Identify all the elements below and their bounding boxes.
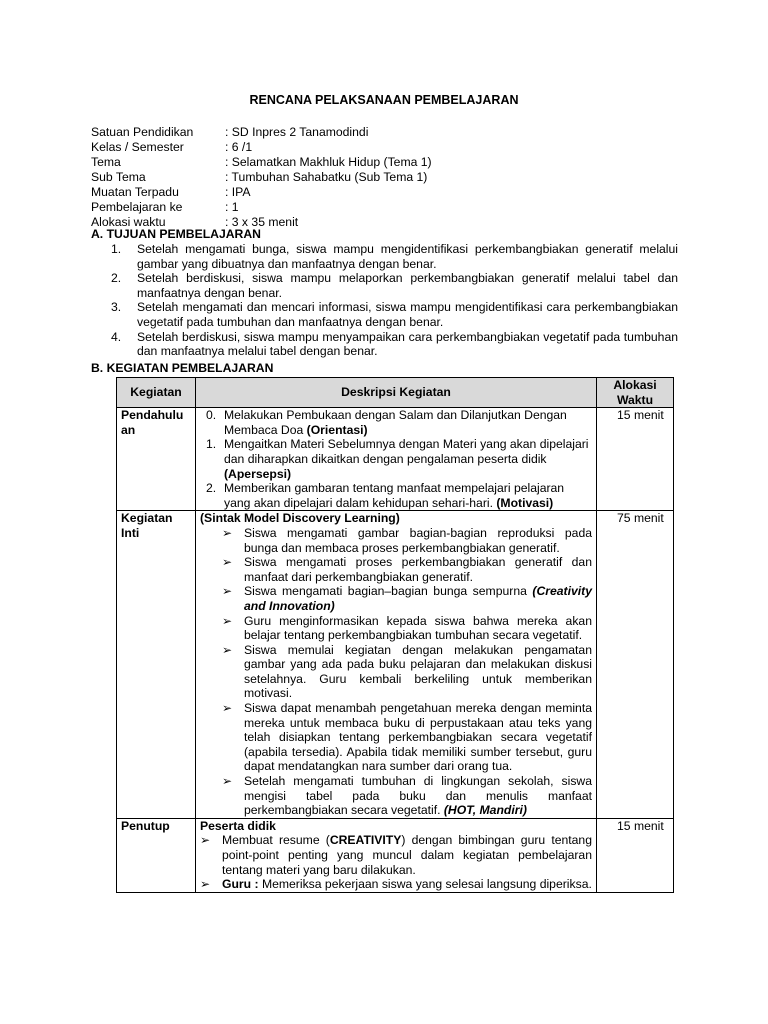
arrow-bullet-icon: ➢ <box>222 774 233 789</box>
meta-value: : 1 <box>225 200 239 214</box>
item-text: Siswa memulai kegiatan dengan melakukan pengamatan gambar yang ada pada buku pelajaran dan melakukan diskusi setelahnya. Guru kembali berkeliling untuk memberikan motivasi. <box>244 642 592 701</box>
meta-label: Tema <box>91 155 121 169</box>
item-text: Setelah mengamati tumbuhan di lingkungan sekolah, siswa mengisi tabel pada buku dan menulis manfaat perkembangbiakan secara vegetatif. (HOT, Mandiri) <box>244 774 592 818</box>
item-text: Melakukan Pembukaan dengan Salam dan Dilanjutkan Dengan Membaca Doa (Orientasi) <box>224 408 567 437</box>
section-a-heading: A. TUJUAN PEMBELAJARAN <box>91 227 261 241</box>
row-time: 75 menit <box>597 511 674 818</box>
row-description <box>196 818 597 892</box>
item-text: Siswa mengamati bagian–bagian bunga sempurna (Creativity and Innovation) <box>244 584 592 613</box>
item-text: Siswa mengamati proses perkembangbiakan generatif dan manfaat dari perkembangbiakan generatif. <box>244 555 592 584</box>
meta-value: : Selamatkan Makhluk Hidup (Tema 1) <box>225 155 432 169</box>
meta-value: : 6 /1 <box>225 140 253 154</box>
list-item <box>200 833 592 877</box>
meta-row <box>91 185 432 200</box>
header-kegiatan: Kegiatan <box>117 378 196 408</box>
inti-heading: (Sintak Model Discovery Learning) <box>200 511 400 526</box>
activity-table <box>116 377 674 893</box>
goal-number: 4. <box>111 329 122 344</box>
row-label-pendahuluan: Pendahulu an <box>117 408 196 511</box>
goal-item <box>111 242 678 271</box>
item-number: 0. <box>206 408 217 423</box>
list-item <box>200 526 592 555</box>
goal-text: Setelah mengamati dan mencari informasi, siswa mampu mengidentifikasi cara perkembangbiakan vegetatif pada tumbuhan dan manfaatnya dengan benar. <box>137 300 678 329</box>
row-time: 15 menit <box>597 818 674 892</box>
meta-label: Kelas / Semester <box>91 140 184 154</box>
list-item <box>200 408 592 437</box>
list-item <box>200 643 592 701</box>
row-label-penutup: Penutup <box>117 818 196 892</box>
goal-item <box>111 271 678 300</box>
item-number: 1. <box>206 437 217 452</box>
goal-text: Setelah berdiskusi, siswa mampu menyampaikan cara perkembangbiakan vegetatif pada tumbuhan dan manfaatnya melalui tabel dengan benar. <box>137 329 678 359</box>
section-b-heading: B. KEGIATAN PEMBELAJARAN <box>91 361 274 375</box>
item-text: Membuat resume (CREATIVITY) dengan bimbingan guru tentang point-point penting yang muncul dalam kegiatan pembelajaran tentang materi yang baru dilakukan. <box>222 833 592 877</box>
meta-row <box>91 155 432 170</box>
table-row <box>117 818 674 892</box>
goal-item <box>111 330 678 359</box>
list-item <box>200 555 592 584</box>
item-text: Siswa dapat menambah pengetahuan mereka dengan meminta mereka untuk membaca buku di perpustakaan atau teks yang telah disiapkan tentang perkembangbiakan secara vegetatif (apabila tersedia). Apabila tidak memiliki sumber tersebut, guru dapat mendatangkan nara sumber dari orang tua. <box>244 701 592 774</box>
arrow-bullet-icon: ➢ <box>222 584 233 599</box>
list-item <box>200 774 592 818</box>
goal-number: 1. <box>111 242 122 256</box>
arrow-bullet-icon: ➢ <box>200 833 211 848</box>
arrow-bullet-icon: ➢ <box>200 877 211 892</box>
meta-label: Sub Tema <box>91 170 146 184</box>
meta-value: : Tumbuhan Sahabatku (Sub Tema 1) <box>225 170 428 184</box>
item-text: Siswa mengamati gambar bagian-bagian reproduksi pada bunga dan membaca proses perkembangbiakan generatif. <box>244 525 592 555</box>
list-item <box>200 481 592 510</box>
meta-label: Pembelajaran ke <box>91 200 183 214</box>
item-text: Guru : Memeriksa pekerjaan siswa yang selesai langsung diperiksa. <box>222 877 592 892</box>
meta-label: Alokasi waktu <box>91 215 166 229</box>
meta-label: Satuan Pendidikan <box>91 125 194 139</box>
list-item <box>200 437 592 481</box>
row-description <box>196 408 597 511</box>
item-text: Guru menginformasikan kepada siswa bahwa mereka akan belajar tentang perkembangbiakan tumbuhan secara vegetatif. <box>244 613 592 643</box>
arrow-bullet-icon: ➢ <box>222 642 233 657</box>
row-label-inti: Kegiatan Inti <box>117 511 196 818</box>
table-row <box>117 408 674 511</box>
arrow-bullet-icon: ➢ <box>222 613 233 628</box>
header-alokasi: Alokasi Waktu <box>597 378 674 408</box>
goal-number: 2. <box>111 271 122 286</box>
item-text: Memberikan gambaran tentang manfaat mempelajari pelajaran yang akan dipelajari dalam kehidupan sehari-hari. (Motivasi) <box>224 481 565 510</box>
goal-text: Setelah berdiskusi, siswa mampu melaporkan perkembangbiakan generatif melalui tabel dan manfaatnya dengan benar. <box>137 271 678 300</box>
penutup-heading: Peserta didik <box>200 818 276 833</box>
item-text: Mengaitkan Materi Sebelumnya dengan Materi yang akan dipelajari dan diharapkan dikaitkan dengan pengalaman peserta didik (Apersepsi) <box>224 437 589 481</box>
list-item <box>200 584 592 613</box>
meta-row <box>91 140 432 155</box>
arrow-bullet-icon: ➢ <box>222 525 233 540</box>
row-description <box>196 511 597 818</box>
list-item <box>200 614 592 643</box>
goal-text: Setelah mengamati bunga, siswa mampu mengidentifikasi perkembangbiakan generatif melalui gambar yang dibuatnya dan manfaatnya dengan benar. <box>137 242 678 271</box>
header-deskripsi: Deskripsi Kegiatan <box>196 378 597 408</box>
row-time: 15 menit <box>597 408 674 511</box>
goals-list <box>111 242 678 359</box>
meta-row <box>91 170 432 185</box>
table-header-row <box>117 378 674 408</box>
meta-label: Muatan Terpadu <box>91 185 179 199</box>
meta-value: : SD Inpres 2 Tanamodindi <box>225 125 369 139</box>
meta-value: : IPA <box>225 185 251 199</box>
meta-row <box>91 200 432 215</box>
goal-item <box>111 300 678 329</box>
list-item <box>200 701 592 774</box>
table-row <box>117 511 674 818</box>
list-item <box>200 877 592 892</box>
item-number: 2. <box>206 481 217 496</box>
identity-block <box>91 125 432 230</box>
arrow-bullet-icon: ➢ <box>222 555 233 570</box>
page-title: RENCANA PELAKSANAAN PEMBELAJARAN <box>249 93 519 107</box>
arrow-bullet-icon: ➢ <box>222 701 233 716</box>
meta-value: : 3 x 35 menit <box>225 215 299 229</box>
goal-number: 3. <box>111 300 122 315</box>
meta-row <box>91 125 432 140</box>
